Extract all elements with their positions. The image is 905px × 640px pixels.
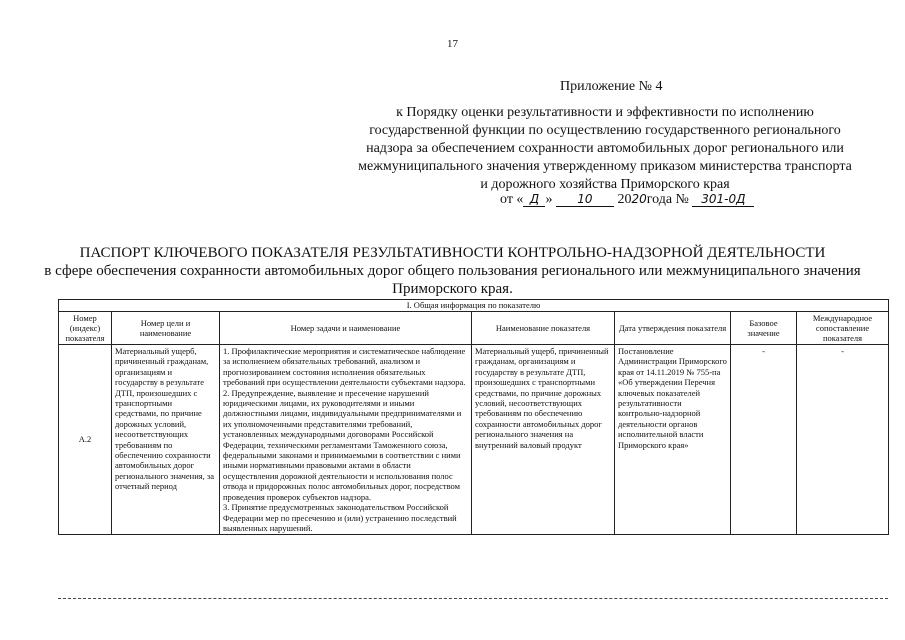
order-year-suffix: года № — [646, 192, 689, 207]
task-item: 2. Предупреждение, выявление и пресечение нарушений юридическими лицами, их руководителями и иными должностными лицами, индивидуальными предпринимателями и их уполномоченными представителями требований, установленных международными договорами Российской Федерации, техническими регламентами Таможенного союза, федеральными законами и принимаемыми в соответствии с ними иными нормативными правовыми актами в области осуществления дорожной деятельности и использования полос отвода и придорожных полос автомобильных дорог, посредством проведения проверок субъектов надзора. — [223, 387, 462, 502]
appendix-description — [320, 104, 890, 194]
column-header-approval-date: Дата утверждения показателя — [615, 312, 731, 345]
column-header-indicator: Наименование показателя — [472, 312, 615, 345]
column-header-base-value: Базовое значение — [731, 312, 797, 345]
appendix-line: к Порядку оценки результативности и эффективности по исполнению — [396, 105, 814, 120]
task-item: 3. Принятие предусмотренных законодательством Российской Федерации мер по пресечению и (или) устранению последствий выявленных нарушений. — [223, 502, 457, 533]
table-header-row — [59, 312, 889, 345]
appendix-title: Приложение № 4 — [560, 79, 663, 94]
section-title: I. Общая информация по показателю — [59, 300, 889, 312]
appendix-line: и дорожного хозяйства Приморского края — [480, 177, 730, 192]
intl-comparison-cell: - — [797, 345, 889, 535]
task-item: 1. Профилактические мероприятия и систематическое наблюдение за исполнением обязательных требований, анализом и прогнозированием состояния исполнения обязательных требований при осуществлении деятельности субъектами надзора. — [223, 346, 466, 388]
order-from-label: от « — [500, 192, 524, 207]
document-title: ПАСПОРТ КЛЮЧЕВОГО ПОКАЗАТЕЛЯ РЕЗУЛЬТАТИВНОСТИ КОНТРОЛЬНО-НАДЗОРНОЙ ДЕЯТЕЛЬНОСТИ — [79, 245, 826, 261]
order-number: 301-0Д — [692, 192, 754, 207]
column-header-tasks: Номер задачи и наименование — [220, 312, 472, 345]
indicator-index: А.2 — [59, 345, 112, 535]
indicator-name-cell: Материальный ущерб, причиненный гражданам, организациям и государству в результате ДТП, произошедших с транспортными средствами, по причине дорожных условий, несоответствующих требованиям по обеспечению сохранности автомобильных дорог регионального значения на внутренний валовый продукт — [472, 345, 615, 535]
appendix-line: межмуниципального значения утвержденному приказом министерства транспорта — [358, 159, 852, 174]
order-year: 20 — [631, 192, 647, 206]
indicator-passport-table — [58, 299, 889, 535]
approval-date-cell: Постановление Администрации Приморского края от 14.11.2019 № 755-па «Об утверждении Перечня ключевых показателей результативности контрольно-надзорной деятельности органов исполнительной власти Приморского края» — [615, 345, 731, 535]
order-day: Д — [523, 192, 545, 207]
page-bottom-rule — [58, 598, 888, 599]
document-subtitle: в сфере обеспечения сохранности автомобильных дорог общего пользования регионального или межмуниципального значения Приморского края. — [44, 263, 861, 297]
order-reference — [500, 192, 754, 208]
page-number: 17 — [447, 38, 458, 50]
order-month: 10 — [556, 192, 614, 207]
order-quote-close: » — [545, 192, 553, 207]
appendix-line: государственной функции по осуществлению государственного регионального — [369, 123, 841, 138]
tasks-cell — [220, 345, 472, 535]
goal-cell: Материальный ущерб, причиненный гражданам, организациям и государству в результате ДТП, произошедших с транспортными средствами, по причине дорожных условий, несоответствующих требованиям по обеспечению сохранности автомобильных дорог регионального значения, за отчетный период — [112, 345, 220, 535]
column-header-intl-comparison: Международное сопоставление показателя — [797, 312, 889, 345]
base-value-cell: - — [731, 345, 797, 535]
table-row — [59, 345, 889, 535]
order-year-prefix: 20 — [617, 192, 632, 207]
section-header-row — [59, 300, 889, 312]
column-header-index: Номер (индекс) показателя — [59, 312, 112, 345]
column-header-goal: Номер цели и наименование — [112, 312, 220, 345]
appendix-line: надзора за обеспечением сохранности автомобильных дорог регионального или — [366, 141, 844, 156]
